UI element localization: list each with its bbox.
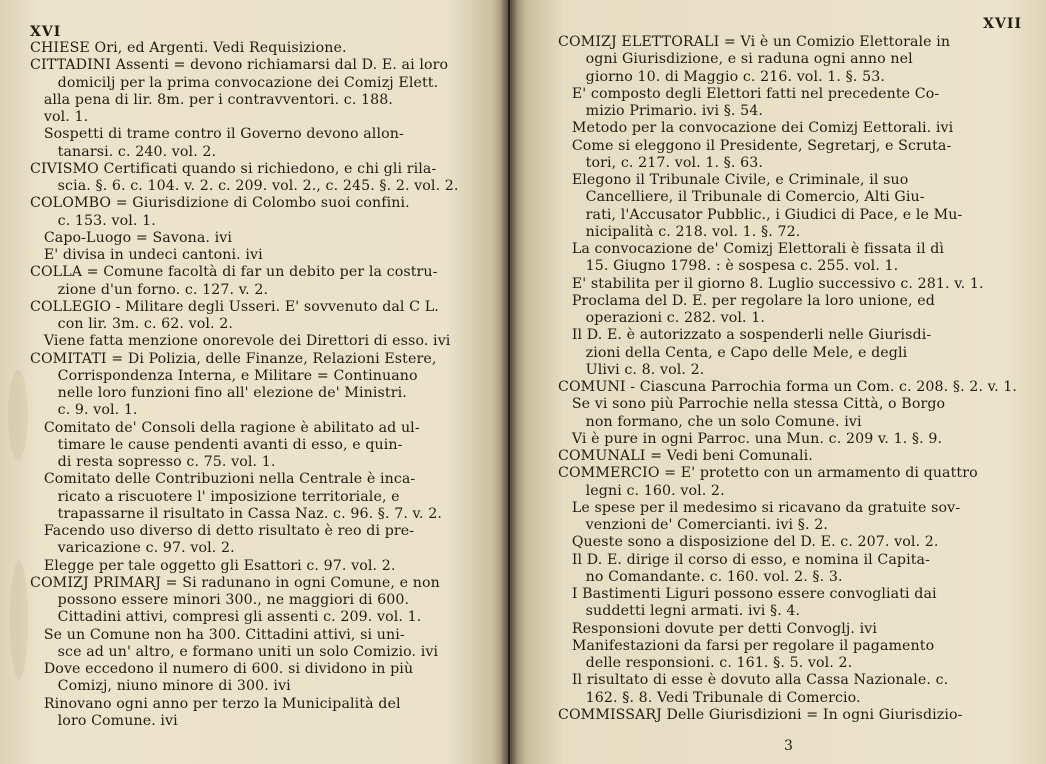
index-line: Elegono il Tribunale Civile, e Criminale, il suo (558, 172, 909, 188)
index-line: Le spese per il medesimo si ricavano da gratuite sov- (558, 499, 961, 516)
index-line: Comitato delle Contribuzioni nella Centrale è inca- (30, 471, 416, 488)
index-line: Il D. E. dirige il corso di esso, e nomina il Capita- (558, 551, 930, 568)
index-line: zione d'un forno. c. 127. v. 2. (30, 281, 269, 298)
index-line: con lir. 3m. c. 62. vol. 2. (30, 316, 233, 332)
index-line: COLLA = Comune facoltà di far un debito per la costru- (30, 264, 438, 281)
index-line: COLLEGIO - Militare degli Usseri. E' sovvenuto dal C L. (30, 298, 439, 315)
index-line: giorno 10. di Maggio c. 216. vol. 1. §. 53. (558, 68, 885, 85)
index-line: CIVISMO Certificati quando si richiedono, e chi gli rila- (30, 160, 437, 177)
index-line: COMUNALI = Vedi beni Comunali. (558, 448, 813, 464)
index-line: COMMERCIO = E' protetto con un armamento di quattro (558, 465, 978, 482)
index-line: 162. §. 8. Vedi Tribunale di Comercio. (558, 689, 861, 706)
index-line: Come si eleggono il Presidente, Segretarj, e Scruta- (558, 137, 952, 154)
index-line: ogni Giurisdizione, e si raduna ogni anno nel (558, 51, 913, 68)
index-line: di resta sopresso c. 75. vol. 1. (30, 454, 276, 470)
book-gutter (500, 0, 518, 764)
index-line: COMITATI = Di Polizia, delle Finanze, Relazioni Estere, (30, 350, 437, 367)
index-line: tori, c. 217. vol. 1. §. 63. (558, 154, 763, 171)
index-line: COMMISSARJ Delle Giurisdizioni = In ogni Giurisdizio- (558, 706, 963, 723)
index-line: I Bastimenti Liguri possono essere convogliati dai (558, 586, 937, 602)
index-line: Comizj, niuno minore di 300. ivi (30, 678, 291, 695)
index-line: delle responsioni. c. 161. §. 5. vol. 2. (558, 655, 853, 671)
index-line: mizio Primario. ivi §. 54. (558, 103, 763, 119)
index-line: legni c. 160. vol. 2. (558, 482, 725, 499)
index-line: E' composto degli Elettori fatti nel precedente Co- (558, 85, 940, 102)
index-line: 15. Giugno 1798. : è sospesa c. 255. vol. 1. (558, 258, 899, 275)
index-line: c. 153. vol. 1. (30, 212, 156, 229)
index-line: rati, l'Accusator Pubblic., i Giudici di Pace, e le Mu- (558, 206, 963, 223)
index-line: c. 9. vol. 1. (30, 402, 138, 419)
index-line: Proclama del D. E. per regolare la loro unione, ed (558, 292, 935, 309)
index-line: no Comandante. c. 160. vol. 2. §. 3. (558, 568, 843, 585)
index-line: E' stabilita per il giorno 8. Luglio successivo c. 281. v. 1. (558, 275, 984, 292)
index-line: nelle loro funzioni fino all' elezione de' Ministri. (30, 385, 407, 401)
index-line: Elegge per tale oggetto gli Esattori c. 97. vol. 2. (30, 557, 396, 574)
index-line: Capo-Luogo = Savona. ivi (30, 229, 233, 246)
index-line: Rinovano ogni anno per terzo la Municipalità del (30, 695, 401, 712)
index-line: Viene fatta menzione onorevole dei Direttori di esso. ivi (30, 333, 451, 350)
index-line: Responsioni dovute per detti Convoglj. ivi (558, 620, 877, 637)
index-line: Ulivi c. 8. vol. 2. (558, 361, 705, 378)
index-line: Queste sono a disposizione del D. E. c. 207. vol. 2. (558, 534, 939, 551)
index-line: varicazione c. 97. vol. 2. (30, 540, 235, 557)
index-line: La convocazione de' Comizj Elettorali è fissata il dì (558, 241, 945, 257)
index-line: Cancelliere, il Tribunale di Comercio, Alti Giu- (558, 189, 925, 206)
index-line: suddetti legni armati. ivi §. 4. (558, 603, 801, 620)
index-line: zioni della Centa, e Capo delle Mele, e degli (558, 344, 908, 361)
index-line: vol. 1. (30, 109, 89, 125)
index-line: COMIZJ PRIMARJ = Si radunano in ogni Comune, e non (30, 574, 440, 591)
index-line: timare le cause pendenti avanti di esso, e quin- (30, 436, 403, 453)
index-line: Dove eccedono il numero di 600. si dividono in più (30, 661, 414, 677)
index-line: E' divisa in undeci cantoni. ivi (30, 247, 263, 263)
index-line: Cittadini attivi, compresi gli assenti c. 209. vol. 1. (30, 609, 422, 626)
index-line: Facendo uso diverso di detto risultato è reo di pre- (30, 523, 415, 539)
index-line: loro Comune. ivi (30, 712, 178, 729)
index-line: operazioni c. 282. vol. 1. (558, 310, 765, 326)
index-line: Se un Comune non ha 300. Cittadini attivi, si uni- (30, 626, 405, 643)
index-line: COMIZJ ELETTORALI = Vi è un Comizio Elettorale in (558, 34, 951, 50)
index-line: CITTADINI Assenti = devono richiamarsi dal D. E. ai loro (30, 57, 449, 74)
index-line: ricato a riscuotere l' imposizione territoriale, e (30, 488, 400, 505)
index-line: Vi è pure in ogni Parroc. una Mun. c. 209 v. 1. §. 9. (558, 430, 943, 447)
index-line: alla pena di lir. 8m. per i contravventori. c. 188. (30, 91, 394, 108)
index-line: COLOMBO = Giurisdizione di Colombo suoi confini. (30, 195, 410, 212)
index-line: trapassarne il risultato in Cassa Naz. c. 96. §. 7. v. 2. (30, 505, 442, 522)
index-line: nicipalità c. 218. vol. 1. §. 72. (558, 223, 801, 240)
right-page (510, 0, 1046, 764)
index-line: Il D. E. è autorizzato a sospenderli nelle Giurisdi- (558, 327, 932, 344)
index-line: Corrispondenza Interna, e Militare = Continuano (30, 367, 418, 384)
index-line: Metodo per la convocazione dei Comizj Eettorali. ivi (558, 120, 954, 137)
index-line: scia. §. 6. c. 104. v. 2. c. 209. vol. 2., c. 245. §. 2. vol. 2. (30, 178, 459, 194)
index-line: tanarsi. c. 240. vol. 2. (30, 143, 217, 160)
index-line: Comitato de' Consoli della ragione è abilitato ad ul- (30, 419, 420, 436)
index-line: venzioni de' Comercianti. ivi §. 2. (558, 517, 828, 533)
index-line: COMUNI - Ciascuna Parrochia forma un Com. c. 208. §. 2. v. 1. (558, 379, 1018, 395)
index-line: domicilj per la prima convocazione dei Comizj Elett. (30, 74, 439, 91)
signature-mark: 3 (784, 738, 793, 754)
right-folio: XVII (983, 16, 1022, 32)
index-line: possono essere minori 300., ne maggiori di 600. (30, 592, 410, 608)
left-folio: XVI (30, 24, 62, 40)
index-line: Il risultato di esse è dovuto alla Cassa Nazionale. c. (558, 672, 949, 689)
index-line: CHIESE Ori, ed Argenti. Vedi Requisizione. (30, 40, 347, 56)
left-page (0, 0, 508, 764)
index-line: Manifestazioni da farsi per regolare il pagamento (558, 637, 935, 654)
index-line: sce ad un' altro, e formano uniti un solo Comizio. ivi (30, 643, 439, 660)
index-line: non formano, che un solo Comune. ivi (558, 413, 862, 430)
index-line: Se vi sono più Parrochie nella stessa Città, o Borgo (558, 396, 946, 413)
index-line: Sospetti di trame contro il Governo devono allon- (30, 126, 404, 143)
